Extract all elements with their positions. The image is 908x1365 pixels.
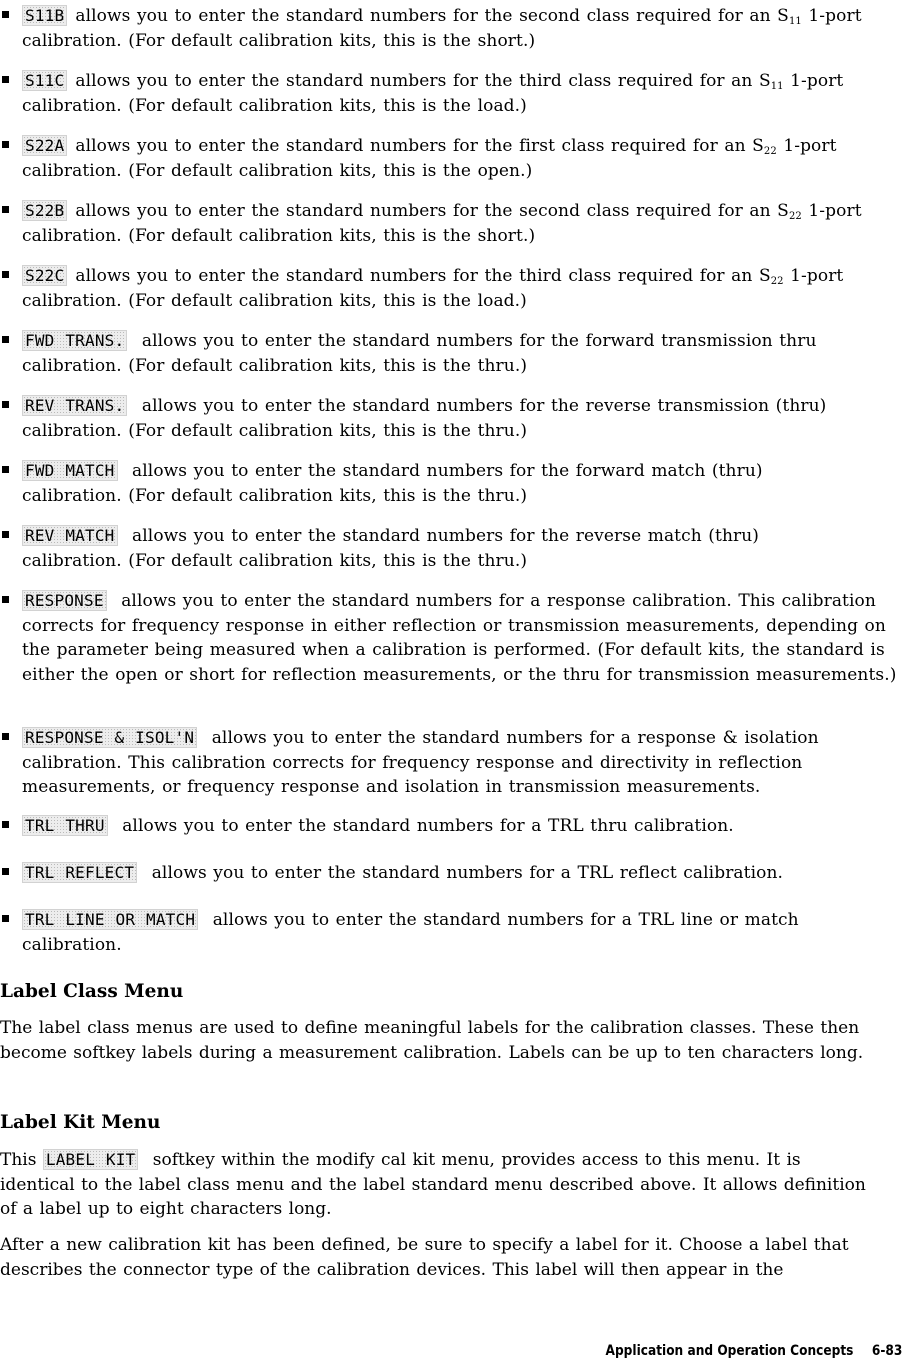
item-description: allows you to enter the standard numbers for the third class required for an S (75, 266, 771, 286)
bullet-icon (2, 915, 9, 922)
paragraph-label-kit (0, 1148, 866, 1222)
softkey-fwd-trans[interactable]: FWD TRANS. (22, 330, 127, 351)
subscript: 11 (788, 16, 802, 27)
list-item-trl-reflect (0, 861, 908, 886)
item-description: allows you to enter the standard numbers for the second class required for an S (75, 201, 789, 221)
item-description: allows you to enter the standard numbers for a response calibration. This calibration corrects for frequency response in either reflection or transmission measurements, depending on the parameter being measured when a calibration is performed. (For default kits, the standard is either the open or short for reflection measurements, or the thru for transmission measurements.) (22, 591, 897, 685)
bullet-icon (2, 868, 9, 875)
bullet-icon (2, 336, 9, 343)
softkey-rev-match[interactable]: REV MATCH (22, 525, 118, 546)
bullet-icon (2, 596, 9, 603)
softkey-s22b[interactable]: S22B (22, 200, 67, 221)
page-number: 6-83 (871, 1343, 902, 1359)
list-item-rev-match (0, 524, 908, 573)
item-description: allows you to enter the standard numbers for a response & isolation calibration. This calibration corrects for frequency response and directivity in reflection measurements, or frequency response and isolation in transmission measurements. (22, 728, 819, 797)
list-item-trl-line-or-match (0, 908, 908, 957)
item-description: allows you to enter the standard numbers for the second class required for an S (75, 6, 789, 26)
item-description: allows you to enter the standard numbers for the reverse match (thru) calibration. (For default calibration kits, this is the thru.) (22, 526, 760, 571)
section-heading-label-class-menu: Label Class Menu (0, 981, 184, 1002)
list-item-s22a (0, 134, 908, 183)
list-item-rev-trans (0, 394, 908, 443)
softkey-trl-reflect[interactable]: TRL REFLECT (22, 862, 137, 883)
footer-section-title: Application and Operation Concepts (605, 1343, 854, 1359)
list-item-s22c (0, 264, 908, 313)
subscript: 22 (763, 146, 777, 157)
softkey-response-isolation[interactable]: RESPONSE & ISOL'N (22, 727, 197, 748)
bullet-icon (2, 141, 9, 148)
item-description: allows you to enter the standard numbers for a TRL reflect calibration. (151, 863, 784, 883)
list-item-s11c (0, 69, 908, 118)
subscript: 22 (788, 211, 802, 222)
bullet-icon (2, 11, 9, 18)
softkey-s22a[interactable]: S22A (22, 135, 67, 156)
softkey-rev-trans[interactable]: REV TRANS. (22, 395, 127, 416)
bullet-icon (2, 401, 9, 408)
page-footer (605, 1343, 902, 1359)
list-item-s22b (0, 199, 908, 248)
list-item-s11b (0, 4, 908, 53)
softkey-s11b[interactable]: S11B (22, 5, 67, 26)
paragraph-label-class: The label class menus are used to define meaningful labels for the calibration classes. These then become softkey labels during a measurement calibration. Labels can be up to ten characters long. (0, 1018, 864, 1063)
softkey-s22c[interactable]: S22C (22, 265, 67, 286)
bullet-icon (2, 733, 9, 740)
item-description: allows you to enter the standard numbers for the third class required for an S (75, 71, 771, 91)
item-description: allows you to enter the standard numbers for the reverse transmission (thru) calibration. (For default calibration kits, this is the thru.) (22, 396, 827, 441)
list-item-response (0, 589, 908, 687)
bullet-icon (2, 466, 9, 473)
bullet-icon (2, 76, 9, 83)
item-description-continued: 1-port calibration. (For default calibration kits, this is the open.) (22, 136, 837, 181)
item-description: allows you to enter the standard numbers for a TRL thru calibration. (122, 816, 734, 836)
softkey-trl-line-or-match[interactable]: TRL LINE OR MATCH (22, 909, 198, 930)
paragraph-intro: This (0, 1150, 37, 1170)
item-description-continued: 1-port calibration. (For default calibration kits, this is the short.) (22, 6, 862, 51)
list-item-fwd-match (0, 459, 908, 508)
bullet-icon (2, 271, 9, 278)
subscript: 11 (770, 81, 784, 92)
bullet-icon (2, 206, 9, 213)
paragraph-new-kit-label: After a new calibration kit has been defined, be sure to specify a label for it. Choose a label that describes the connector type of the calibration devices. This label will then appear in the (0, 1235, 849, 1280)
item-description: allows you to enter the standard numbers for a TRL line or match calibration. (22, 910, 799, 955)
item-description: allows you to enter the standard numbers for the first class required for an S (75, 136, 764, 156)
item-description-continued: 1-port calibration. (For default calibration kits, this is the load.) (22, 71, 844, 116)
list-item-fwd-trans (0, 329, 908, 378)
item-description-continued: 1-port calibration. (For default calibration kits, this is the short.) (22, 201, 862, 246)
softkey-s11c[interactable]: S11C (22, 70, 67, 91)
paragraph-text: softkey within the modify cal kit menu, provides access to this menu. It is identical to the label class menu and the label standard menu described above. It allows definition of a label up to eight characters long. (0, 1150, 866, 1219)
section-heading-label-kit-menu: Label Kit Menu (0, 1112, 161, 1133)
item-description: allows you to enter the standard numbers for the forward transmission thru calibration. (For default calibration kits, this is the thru.) (22, 331, 817, 376)
softkey-trl-thru[interactable]: TRL THRU (22, 815, 108, 836)
softkey-response[interactable]: RESPONSE (22, 590, 107, 611)
list-item-trl-thru (0, 814, 908, 839)
item-description-continued: 1-port calibration. (For default calibration kits, this is the load.) (22, 266, 844, 311)
subscript: 22 (770, 276, 784, 287)
list-item-response-isolation (0, 726, 908, 800)
softkey-fwd-match[interactable]: FWD MATCH (22, 460, 118, 481)
softkey-label-kit[interactable]: LABEL KIT (43, 1149, 139, 1170)
item-description: allows you to enter the standard numbers for the forward match (thru) calibration. (For default calibration kits, this is the thru.) (22, 461, 763, 506)
bullet-icon (2, 531, 9, 538)
bullet-icon (2, 821, 9, 828)
